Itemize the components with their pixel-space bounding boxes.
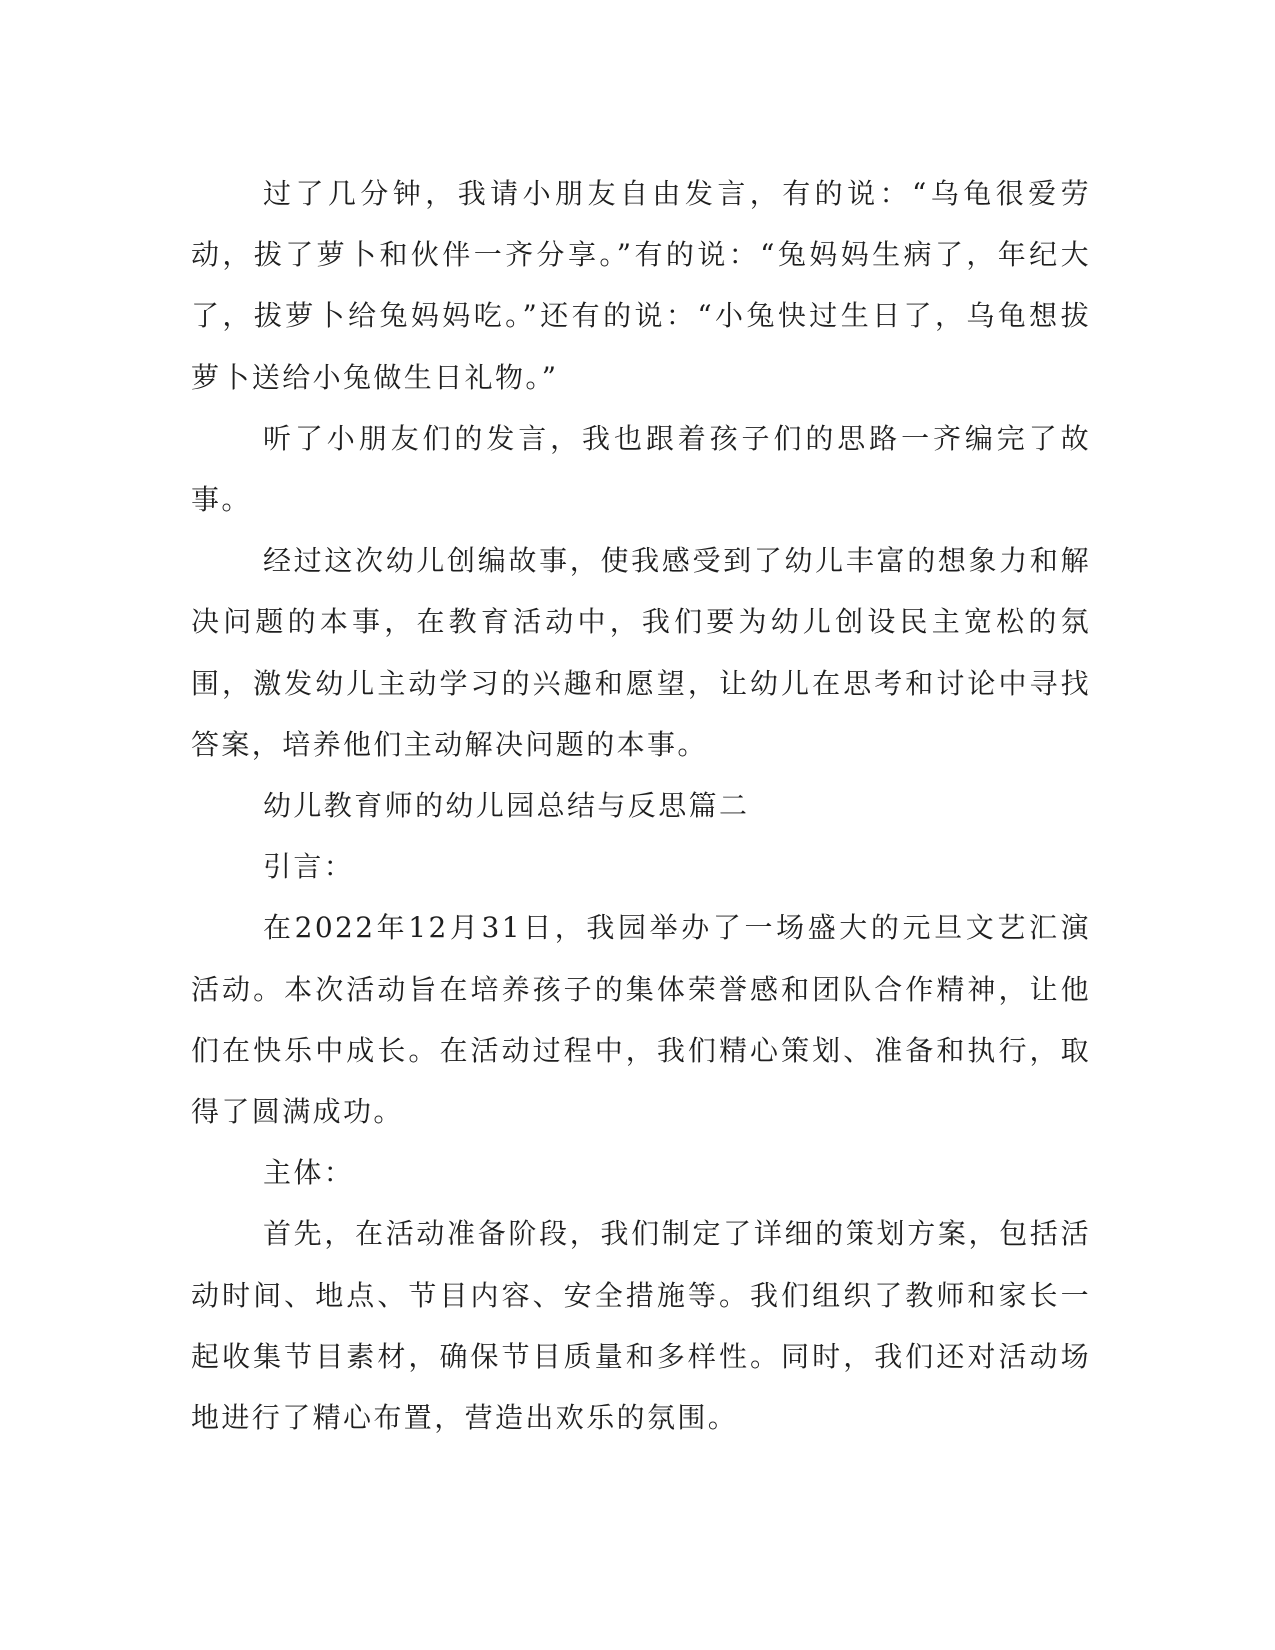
paragraph-story-responses: 过了几分钟，我请小朋友自由发言，有的说：“乌龟很爱劳动，拔了萝卜和伙伴一齐分享。”有的说：“兔妈妈生病了，年纪大了，拔萝卜给兔妈妈吃。”还有的说：“小兔快过生日了，乌龟想拔萝卜送给小兔做生日礼物。” [191,177,1091,394]
document-body [191,163,1091,1448]
paragraph-reflection: 经过这次幼儿创编故事，使我感受到了幼儿丰富的想象力和解决问题的本事，在教育活动中，我们要为幼儿创设民主宽松的氛围，激发幼儿主动学习的兴趣和愿望，让幼儿在思考和讨论中寻找答案，培养他们主动解决问题的本事。 [191,544,1091,761]
introduction-label: 引言： [263,850,355,884]
paragraph-introduction: 在2022年12月31日，我园举办了一场盛大的元旦文艺汇演活动。本次活动旨在培养孩子的集体荣誉感和团队合作精神，让他们在快乐中成长。在活动过程中，我们精心策划、准备和执行，取得了圆满成功。 [191,911,1091,1129]
body-label: 主体： [263,1156,355,1190]
paragraph-preparation: 首先，在活动准备阶段，我们制定了详细的策划方案，包括活动时间、地点、节目内容、安全措施等。我们组织了教师和家长一起收集节目素材，确保节目质量和多样性。同时，我们还对活动场地进行了精心布置，营造出欢乐的氛围。 [191,1217,1091,1435]
section-heading: 幼儿教育师的幼儿园总结与反思篇二 [263,789,750,823]
paragraph-story-completed: 听了小朋友们的发言，我也跟着孩子们的思路一齐编完了故事。 [191,421,1091,517]
